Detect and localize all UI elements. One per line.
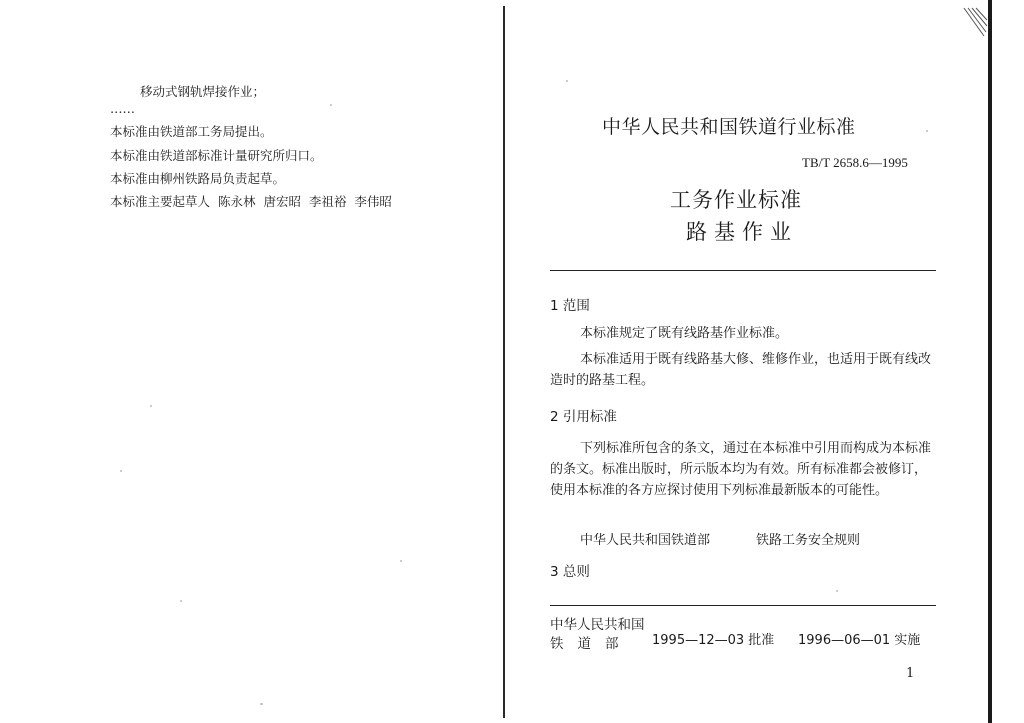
scan-speck bbox=[120, 470, 122, 472]
industry-standard-title: 中华人民共和国铁道行业标准 bbox=[602, 116, 856, 138]
footer-rule bbox=[550, 605, 936, 606]
scan-speck bbox=[260, 703, 263, 705]
left-line-main-drafters: 本标准主要起草人 陈永林 唐宏昭 李祖裕 李伟昭 bbox=[110, 194, 392, 209]
left-line-welding: 移动式钢轨焊接作业； bbox=[140, 84, 266, 99]
document-sub-title: 路基作业 bbox=[686, 220, 798, 244]
section-refs-paragraph: 下列标准所包含的条文，通过在本标准中引用而构成为本标准的条文。标准出版时，所示版本均为有效。所有标准都会被修订，使用本标准的各方应探讨使用下列标准最新版本的可能性。 bbox=[550, 441, 932, 498]
section-refs-heading: 2 引用标准 bbox=[550, 409, 617, 425]
section-scope-paragraph-2: 本标准适用于既有线路基大修、维修作业，也适用于既有线改造时的路基工程。 bbox=[550, 352, 932, 388]
document-main-title: 工务作业标准 bbox=[670, 188, 802, 212]
referenced-standard-issuer: 中华人民共和国铁道部 bbox=[580, 533, 711, 548]
scan-speck bbox=[836, 590, 838, 592]
scan-speck bbox=[180, 600, 182, 602]
scan-speck bbox=[330, 104, 332, 106]
scan-speck bbox=[400, 560, 402, 562]
standard-number: TB/T 2658.6—1995 bbox=[802, 155, 908, 170]
section-scope-heading: 1 范围 bbox=[550, 298, 590, 314]
page-gutter-line bbox=[503, 6, 505, 718]
left-page bbox=[0, 0, 503, 723]
page-number: 1 bbox=[906, 666, 915, 681]
section-general-heading: 3 总则 bbox=[550, 564, 590, 580]
left-line-proposer: 本标准由铁道部工务局提出。 bbox=[110, 124, 273, 139]
issuer-line-2: 铁道部 bbox=[550, 636, 633, 652]
left-line-ellipsis: …… bbox=[110, 101, 135, 116]
implementation-date: 1996—06—01 实施 bbox=[798, 633, 921, 648]
header-rule bbox=[550, 270, 936, 271]
scan-speck bbox=[566, 80, 568, 82]
scan-speck bbox=[926, 130, 928, 132]
approval-date: 1995—12—03 批准 bbox=[652, 633, 775, 648]
issuer-line-1: 中华人民共和国 bbox=[550, 617, 645, 633]
right-page bbox=[506, 0, 988, 723]
scan-speck bbox=[150, 405, 152, 407]
referenced-standard-title: 铁路工务安全规则 bbox=[756, 533, 861, 548]
issuing-authority bbox=[550, 616, 650, 654]
page-edge-shadow bbox=[988, 0, 992, 723]
scan-corner-artifact bbox=[962, 6, 988, 40]
section-scope-paragraph-1: 本标准规定了既有线路基作业标准。 bbox=[580, 326, 789, 341]
left-line-drafter: 本标准由柳州铁路局负责起草。 bbox=[110, 171, 286, 186]
left-line-administrator: 本标准由铁道部标准计量研究所归口。 bbox=[110, 148, 323, 163]
